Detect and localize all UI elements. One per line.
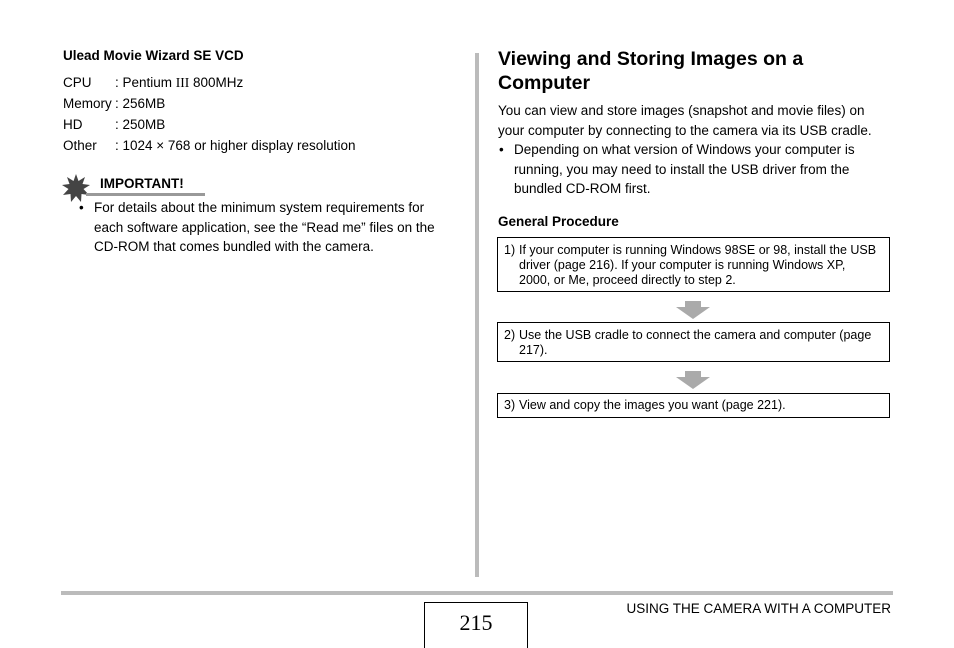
note-line: each software application, see the “Read me” files on the	[94, 219, 435, 235]
step-number: 3)	[504, 398, 516, 412]
spec-key: HD	[63, 117, 83, 132]
note-line: running, you may need to install the USB driver from the	[514, 161, 850, 177]
down-arrow-icon	[676, 371, 710, 389]
step-number: 1)	[504, 243, 516, 257]
step-line: View and copy the images you want (page 221).	[519, 398, 786, 412]
step-box-1	[497, 237, 890, 292]
step-line: driver (page 216). If your computer is running Windows XP,	[519, 258, 846, 272]
spec-value: : 256MB	[115, 96, 166, 111]
step-line: Use the USB cradle to connect the camera and computer (page	[519, 328, 872, 342]
usb-driver-note	[499, 140, 894, 199]
column-divider	[475, 53, 479, 577]
spec-value: : Pentium III 800MHz	[115, 75, 244, 90]
procedure-title: General Procedure	[498, 214, 619, 229]
intro-line: You can view and store images (snapshot and movie files) on	[498, 103, 865, 118]
important-label: IMPORTANT!	[100, 176, 184, 191]
spec-key: Other	[63, 138, 97, 153]
step-line: 2000, or Me, proceed directly to step 2.	[519, 273, 736, 287]
intro-paragraph	[498, 101, 898, 140]
bullet-dot: •	[499, 142, 504, 157]
step-line: 217).	[519, 343, 548, 357]
important-underline	[86, 193, 205, 196]
important-burst-icon	[62, 174, 90, 202]
step-box-3	[497, 393, 890, 418]
bullet-dot: •	[79, 200, 84, 215]
down-arrow-icon	[676, 301, 710, 319]
intro-line: your computer by connecting to the camera via its USB cradle.	[498, 122, 872, 138]
note-line: Depending on what version of Windows your computer is	[514, 142, 855, 157]
important-note	[79, 198, 454, 257]
footer-rule	[61, 591, 893, 595]
step-line: If your computer is running Windows 98SE or 98, install the USB	[519, 243, 877, 257]
chapter-title: USING THE CAMERA WITH A COMPUTER	[626, 601, 891, 616]
spec-value: : 250MB	[115, 117, 166, 132]
software-heading: Ulead Movie Wizard SE VCD	[63, 48, 244, 63]
spec-key: CPU	[63, 75, 92, 90]
section-heading: Viewing and Storing Images on a Computer	[498, 48, 804, 94]
note-line: bundled CD-ROM first.	[514, 181, 651, 196]
note-line: CD-ROM that comes bundled with the camera.	[94, 239, 374, 254]
spec-value: : 1024 × 768 or higher display resolution	[115, 138, 356, 153]
spec-key: Memory	[63, 96, 112, 111]
step-box-2	[497, 322, 890, 362]
step-number: 2)	[504, 328, 516, 342]
page-number: 215	[424, 602, 528, 648]
note-line: For details about the minimum system requirements for	[94, 200, 425, 215]
